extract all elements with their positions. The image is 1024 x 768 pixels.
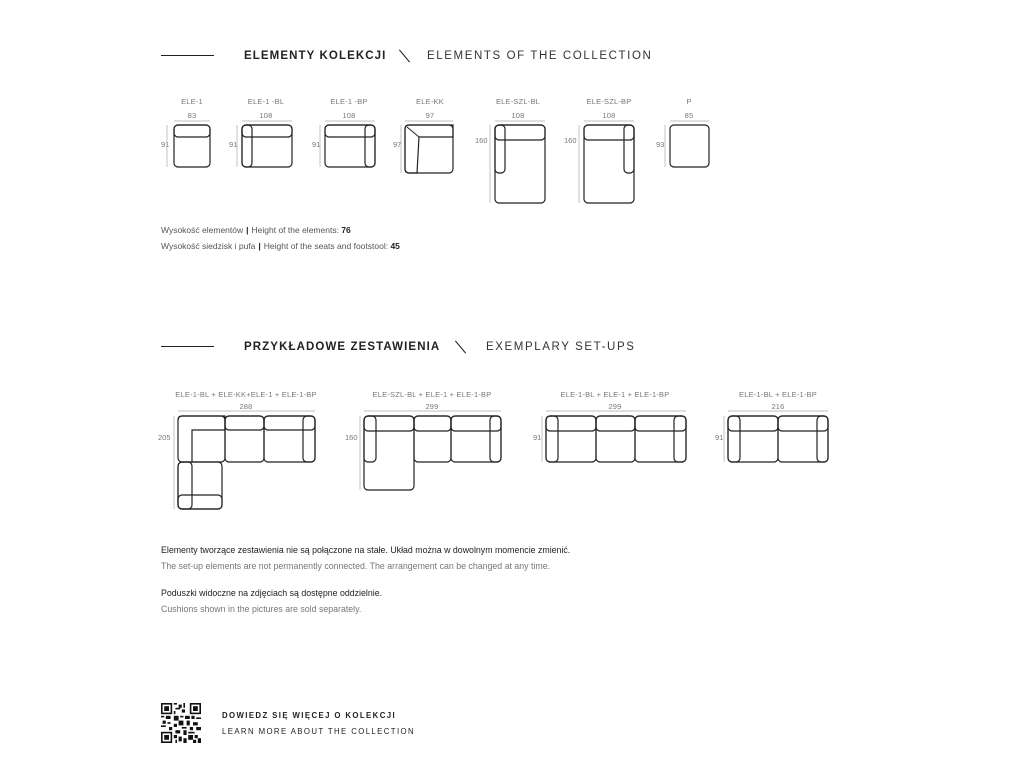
element-depth: 160 [564, 136, 577, 145]
element-name: P [686, 97, 692, 106]
footer-line-pl[interactable]: DOWIEDZ SIĘ WIĘCEJ O KOLEKCJI [222, 711, 397, 720]
element-drawing-p [660, 115, 720, 175]
setup-width: 288 [239, 402, 253, 411]
height-seats-note: Wysokość siedzisk i pufa | Height of the seats and footstool: 45 [161, 241, 400, 251]
element-name: ELE-SZL-BP [586, 97, 632, 106]
element-drawing-ele-1-bp [313, 115, 383, 175]
note-pl-2: Poduszki widoczne na zdjęciach są dostępne oddzielnie. [161, 588, 383, 598]
setup-name: ELE-1-BL + ELE-KK+ELE-1 + ELE-1-BP [175, 390, 317, 399]
setup-name: ELE-1-BL + ELE-1 + ELE-1-BP [560, 390, 670, 399]
note-en-1: The set-up elements are not permanently connected. The arrangement can be changed at any time. [161, 561, 551, 571]
element-drawing-ele-kk [395, 115, 465, 175]
element-width: 97 [425, 111, 435, 120]
footer-line-en[interactable]: LEARN MORE ABOUT THE COLLECTION [222, 727, 416, 736]
qr-code-icon[interactable] [161, 703, 201, 743]
setup-width: 299 [608, 402, 622, 411]
element-name: ELE-1 -BP [330, 97, 368, 106]
element-width: 85 [684, 111, 694, 120]
setup-depth: 91 [533, 433, 542, 442]
element-width: 108 [342, 111, 356, 120]
setup-drawing-3 [540, 405, 690, 470]
element-width: 108 [259, 111, 273, 120]
element-depth: 160 [475, 136, 488, 145]
element-depth: 93 [656, 140, 665, 149]
setup-depth: 160 [345, 433, 358, 442]
section1-title-en: ELEMENTS OF THE COLLECTION [427, 50, 653, 62]
element-drawing-ele-szl-bl [485, 115, 555, 210]
element-drawing-ele-1 [160, 115, 220, 175]
setup-drawing-4 [722, 405, 834, 470]
height-elements-note: Wysokość elementów | Height of the elements: 76 [161, 225, 351, 235]
setup-width: 299 [425, 402, 439, 411]
element-name: ELE-1 [181, 97, 203, 106]
element-name: ELE-KK [416, 97, 444, 106]
setup-depth: 91 [715, 433, 724, 442]
element-width: 83 [187, 111, 197, 120]
element-depth: 97 [393, 140, 402, 149]
setup-depth: 205 [158, 433, 171, 442]
setup-width: 216 [771, 402, 785, 411]
setup-name: ELE-1-BL + ELE-1-BP [739, 390, 817, 399]
element-name: ELE-1 -BL [247, 97, 285, 106]
element-name: ELE-SZL-BL [495, 97, 541, 106]
element-drawing-ele-szl-bp [574, 115, 644, 210]
section1-header-rule [161, 55, 214, 56]
section1-title-divider [399, 50, 410, 63]
note-en-2: Cushions shown in the pictures are sold separately. [161, 604, 362, 614]
section2-title-divider [455, 341, 466, 354]
note-pl-1: Elementy tworzące zestawienia nie są połączone na stałe. Układ można w dowolnym momencie zmienić. [161, 545, 571, 555]
section2-title-en: EXEMPLARY SET-UPS [486, 341, 636, 353]
section1-title-pl: ELEMENTY KOLEKCJI [244, 50, 387, 62]
setup-drawing-2 [356, 405, 506, 495]
element-width: 108 [511, 111, 525, 120]
section2-title-pl: PRZYKŁADOWE ZESTAWIENIA [244, 341, 441, 353]
element-drawing-ele-1-bl [230, 115, 300, 175]
section2-header-rule [161, 346, 214, 347]
element-depth: 91 [161, 140, 170, 149]
setup-drawing-1 [170, 405, 320, 515]
element-depth: 91 [312, 140, 321, 149]
element-width: 108 [602, 111, 616, 120]
setup-name: ELE-SZL-BL + ELE-1 + ELE-1-BP [372, 390, 492, 399]
element-depth: 91 [229, 140, 238, 149]
